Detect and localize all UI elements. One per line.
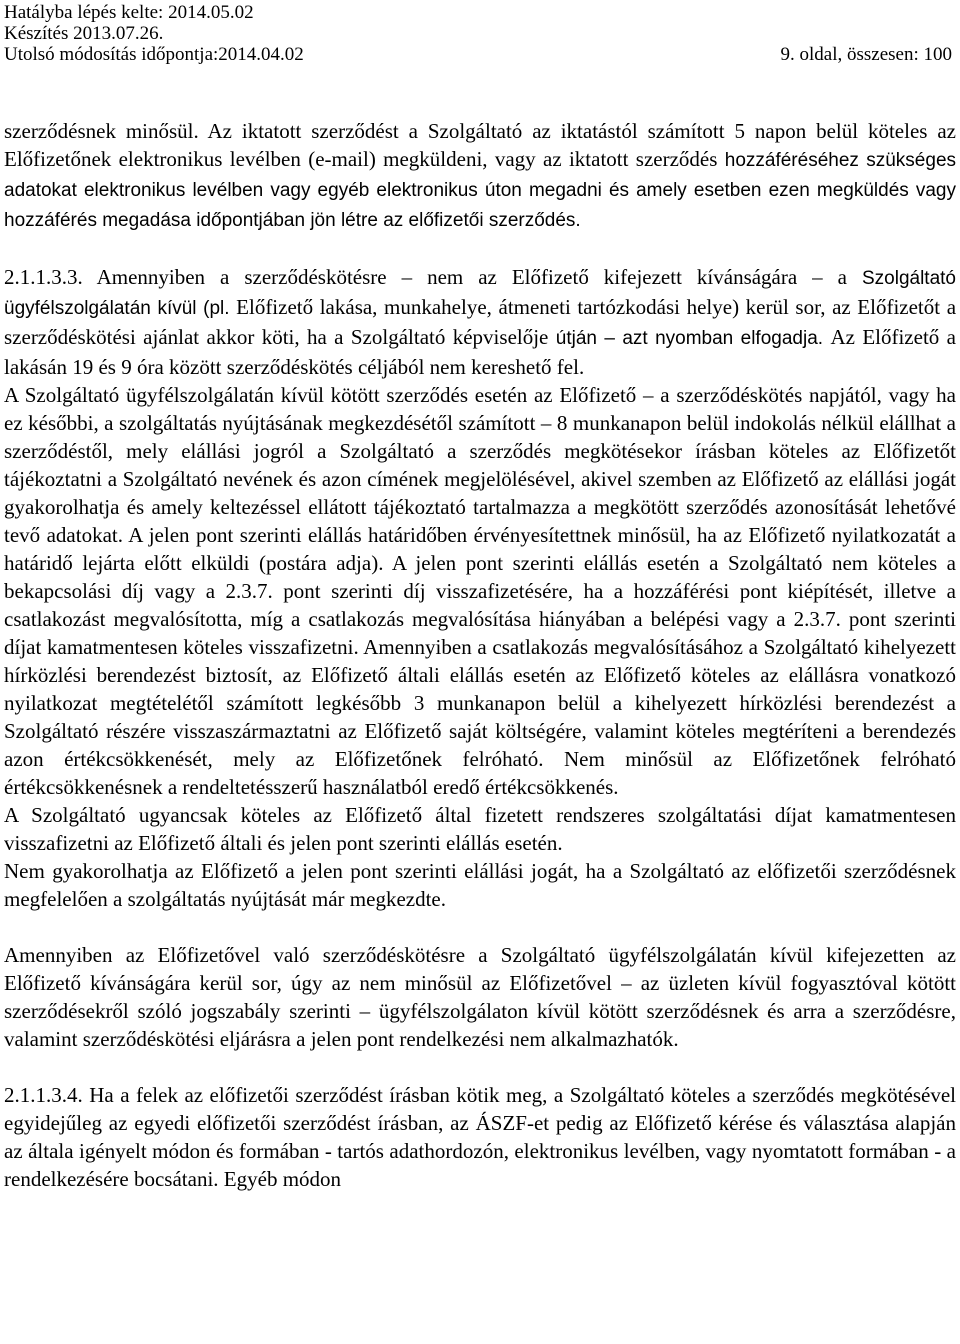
p2-part-c: Előfizető lakása, munkahelye, átmeneti tartózkodási helye) kerül sor, az Előfizetőt a szerződéskötési ajánlat akkor köti, ha a Szolgáltató képviselője [4, 295, 957, 349]
p2-part-d: útján – azt nyomban elfogadja. [555, 328, 831, 349]
paragraph-2 [4, 263, 956, 381]
spacer [4, 1053, 956, 1081]
document-body [4, 117, 956, 1193]
header-row [4, 44, 956, 65]
paragraph-7: 2.1.1.3.4. Ha a felek az előfizetői szerződést írásban kötik meg, a Szolgáltató köteles a szerződés megkötésével egyidejűleg az egyedi előfizetői szerződést írásban, az ÁSZF-et pedig az Előfizető kérése és választása alapján az általa igényelt módon és formában - tartós adathordozón, elektronikus levélben, vagy nyomtatott formában - a rendelkezésére bocsátani. Egyéb módon [4, 1083, 956, 1191]
paragraph-6: Amennyiben az Előfizetővel való szerződéskötésre a Szolgáltató ügyfélszolgálatán kívül kifejezetten az Előfizető kívánságára kerül sor, úgy az nem minősül az Előfizetővel – az üzleten kívül fogyasztóval kötött szerződésekről szóló jogszabály szerinti – ügyfélszolgálaton kívül kötött szerződésnek és arra a szerződésre, valamint szerződéskötési eljárásra a jelen pont rendelkezési nem alkalmazhatók. [4, 943, 956, 1051]
page-header [4, 0, 956, 65]
p1-part-b: Az iktatott szerződést a Szolgáltató az iktatástól számított 5 napon belül köteles az Előfizetőnek elektronikus levélben (e-mail) megküldeni, vagy az iktatott szerződés [4, 119, 956, 171]
p1-part-a: szerződésnek minősül. [4, 119, 208, 143]
p2-part-b: Szolgáltató ügyfélszolgálatán kívül (pl. [4, 268, 956, 319]
paragraph-3: A Szolgáltató ügyfélszolgálatán kívül kötött szerződés esetén az Előfizető – a szerződéskötés napjától, vagy ha ez későbbi, a szolgáltatás nyújtásának megkezdésétől számított – 8 munkanapon belül indokolás nélkül elállhat a szerződéstől, mely elállási jogról a Szolgáltató a szerződés megkötésekor írásban köteles az Előfizetőt tájékoztatni a Szolgáltató nevének és azon címének megjelölésével, akivel szemben az Előfizető az elállási jogát gyakorolhatja és amely keltezéssel ellátott tájékoztató tartalmazza a megkötött szerződés azonosítását lehetővé tevő adatokat. A jelen pont szerinti elállás határidőben érvényesítettnek minősül, ha az Előfizető nyilatkozatát a határidő lejárta előtt elküldi (postára adja). A jelen pont szerinti elállás esetén a Szolgáltató nem köteles a bekapcsolási díj vagy a 2.3.7. pont szerinti díj visszafizetésére, ha a hozzáférési pont kiépítését, illetve a csatlakozást megvalósította, míg a csatlakozás megvalósítása hiányában a belépési vagy a 2.3.7. pont szerinti díjat kamatmentesen köteles visszafizetni. Amennyiben a csatlakozás megvalósításához a Szolgáltató kihelyezett hírközlési berendezést biztosít, az Előfizető általi elállás esetén az Előfizető köteles az elállásra vonatkozó nyilatkozat megtételétől számított legkésőbb 3 munkanapon belül a kihelyezett hírközlési berendezést a Szolgáltató részére visszaszármaztatni az Előfizető saját költségére, valamint köteles megtéríteni a berendezés azon értékcsökkenését, mely az Előfizetőnek felróható. Nem minősül az Előfizetőnek felróható értékcsökkenésnek a rendeltetésszerű használatból eredő értékcsökkenés. [4, 383, 956, 799]
p2-part-e: Az Előfizető a lakásán 19 és 9 óra között szerződéskötés céljából nem kereshető fel. [4, 325, 956, 379]
paragraph-1 [4, 117, 956, 235]
page-number: 9. oldal, összesen: 100 [780, 44, 952, 65]
spacer [4, 235, 956, 263]
effective-date: Hatályba lépés kelte: 2014.05.02 [4, 2, 254, 23]
p1-part-c: hozzáféréséhez szükséges adatokat elektronikus levélben vagy egyéb elektronikus úton megadni és amely esetben ezen megküldés vagy hozzáférés megadása időpontjában jön létre az előfizetői szerződés. [4, 150, 957, 231]
spacer [4, 913, 956, 941]
p2-part-a: 2.1.1.3.3. Amennyiben a szerződéskötésre – nem az Előfizető kifejezett kívánságára – a [4, 265, 862, 289]
created-date: Készítés 2013.07.26. [4, 23, 164, 44]
paragraph-5: Nem gyakorolhatja az Előfizető a jelen pont szerinti elállási jogát, ha a Szolgáltató az előfizetői szerződésnek megfelelően a szolgáltatás nyújtását már megkezdte. [4, 859, 956, 911]
paragraph-4: A Szolgáltató ugyancsak köteles az Előfizető által fizetett rendszeres szolgáltatási díjat kamatmentesen visszafizetni az Előfizető általi és jelen pont szerinti elállás esetén. [4, 803, 956, 855]
modified-date: Utolsó módosítás időpontja:2014.04.02 [4, 44, 304, 65]
